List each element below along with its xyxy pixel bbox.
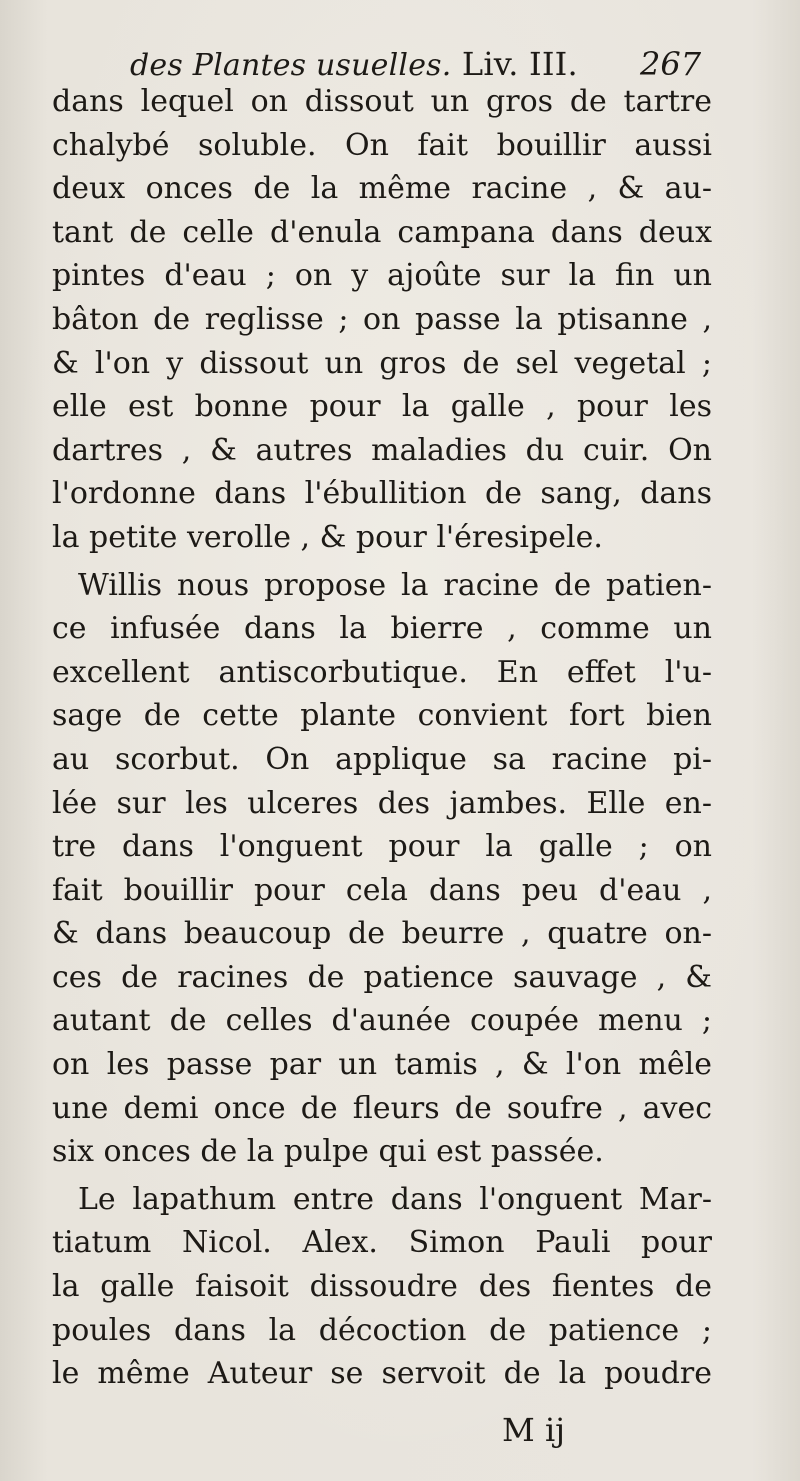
text-line: lée sur les ulceres des jambes. Elle en- xyxy=(52,785,712,821)
text-line: l'ordonne dans l'ébullition de sang, dans xyxy=(52,476,712,512)
page-number: 267 xyxy=(640,45,702,83)
text-line: une demi once de fleurs de soufre , avec xyxy=(52,1090,712,1126)
signature-mark: M ij xyxy=(502,1411,566,1449)
text-line: poules dans la décoction de patience ; xyxy=(52,1312,712,1348)
text-line: on les passe par un tamis , & l'on mêle xyxy=(52,1047,712,1083)
text-line: au scorbut. On applique sa racine pi- xyxy=(52,741,712,777)
text-line: dans lequel on dissout un gros de tartre xyxy=(52,84,712,119)
text-line: sage de cette plante convient fort bien xyxy=(52,698,712,734)
paragraph-3 xyxy=(52,1178,712,1396)
text-line: tiatum Nicol. Alex. Simon Pauli pour xyxy=(52,1225,712,1261)
text-line: deux onces de la même racine , & au- xyxy=(52,171,712,207)
text-line: autant de celles d'aunée coupée menu ; xyxy=(52,1003,712,1039)
text-line: Le lapathum entre dans l'onguent Mar- xyxy=(78,1181,712,1217)
text-line: tant de celle d'enula campana dans deux xyxy=(52,214,712,250)
text-line: elle est bonne pour la galle , pour les xyxy=(52,389,712,425)
text-line: excellent antiscorbutique. En effet l'u- xyxy=(52,654,712,690)
text-line: la galle faisoit dissoudre des fientes de xyxy=(52,1269,712,1305)
text-line: la petite verolle , & pour l'éresipele. xyxy=(52,519,603,555)
text-line: & l'on y dissout un gros de sel vegetal ; xyxy=(52,345,712,381)
paragraph-1 xyxy=(52,80,712,560)
text-line: fait bouillir pour cela dans peu d'eau , xyxy=(52,872,712,908)
text-line: le même Auteur se servoit de la poudre xyxy=(52,1356,712,1392)
running-head-title: des Plantes usuelles. xyxy=(130,48,452,83)
text-line: bâton de reglisse ; on passe la ptisanne , xyxy=(52,301,712,337)
text-line: tre dans l'onguent pour la galle ; on xyxy=(52,829,712,865)
running-head-book: Liv. III. xyxy=(451,45,578,83)
text-line: six onces de la pulpe qui est passée. xyxy=(52,1134,604,1170)
text-line: ce infusée dans la bierre , comme un xyxy=(52,611,712,647)
text-line: chalybé soluble. On fait bouillir aussi xyxy=(52,127,712,163)
text-line: Willis nous propose la racine de patien- xyxy=(78,567,712,603)
text-line: & dans beaucoup de beurre , quatre on- xyxy=(52,916,712,952)
text-line: dartres , & autres maladies du cuir. On xyxy=(52,432,712,468)
text-line: ces de racines de patience sauvage , & xyxy=(52,959,712,995)
body-text xyxy=(52,80,712,1396)
paragraph-2 xyxy=(52,564,712,1174)
text-line: pintes d'eau ; on y ajoûte sur la fin un xyxy=(52,258,712,294)
